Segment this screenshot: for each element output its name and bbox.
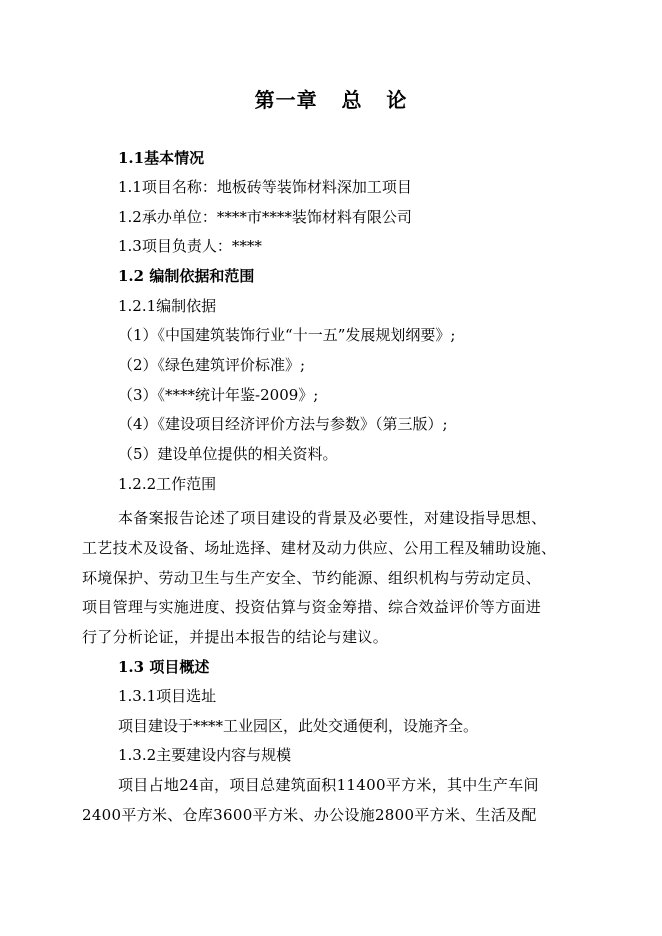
basis-item-1: （1）《中国建筑装饰行业“十一五”发展规划纲要》; [118,326,456,344]
site-description-line: 项目建设于****工业园区，此处交通便利，设施齐全。 [118,717,479,735]
undertaking-unit-line: 1.2承办单位：****市****装饰材料有限公司 [118,208,412,226]
scope-paragraph-line-4: 项目管理与实施进度、投资估算与资金筹措、综合效益评价等方面进 [82,598,542,616]
chapter-title: 第一章 总 论 [254,88,408,112]
content-scale-line-2: 2400平方米、仓库3600平方米、办公设施2800平方米、生活及配 [82,806,537,824]
scope-paragraph-line-1: 本备案报告论述了项目建设的背景及必要性，对建设指导思想、 [118,509,547,527]
subsection-heading-scope: 1.2.2工作范围 [118,475,217,493]
basis-item-4: （4）《建设项目经济评价方法与参数》（第三版）; [118,415,448,433]
project-name-line: 1.1项目名称：地板砖等装饰材料深加工项目 [118,178,412,196]
content-scale-line-1: 项目占地24亩，项目总建筑面积11400平方米，其中生产车间 [118,776,539,794]
scope-paragraph-line-5: 行了分析论证，并提出本报告的结论与建议。 [82,628,389,646]
project-leader-line: 1.3项目负责人：**** [118,237,262,255]
scope-paragraph-line-3: 环境保护、劳动卫生与生产安全、节约能源、组织机构与劳动定员、 [82,569,542,587]
subsection-heading-basis: 1.2.1编制依据 [118,297,217,315]
basis-item-5: （5）建设单位提供的相关资料。 [118,445,338,463]
subsection-heading-site: 1.3.1项目选址 [118,687,217,705]
section-heading-overview: 1.3 项目概述 [118,658,210,676]
section-heading-basic-info: 1.1基本情况 [118,149,205,167]
scope-paragraph-line-2: 工艺技术及设备、场址选择、建材及动力供应、公用工程及辅助设施、 [82,539,557,557]
section-heading-basis-scope: 1.2 编制依据和范围 [118,267,255,285]
subsection-heading-content-scale: 1.3.2主要建设内容与规模 [118,746,292,764]
basis-item-3: （3）《****统计年鉴-2009》; [118,386,319,404]
basis-item-2: （2）《绿色建筑评价标准》; [118,356,306,374]
